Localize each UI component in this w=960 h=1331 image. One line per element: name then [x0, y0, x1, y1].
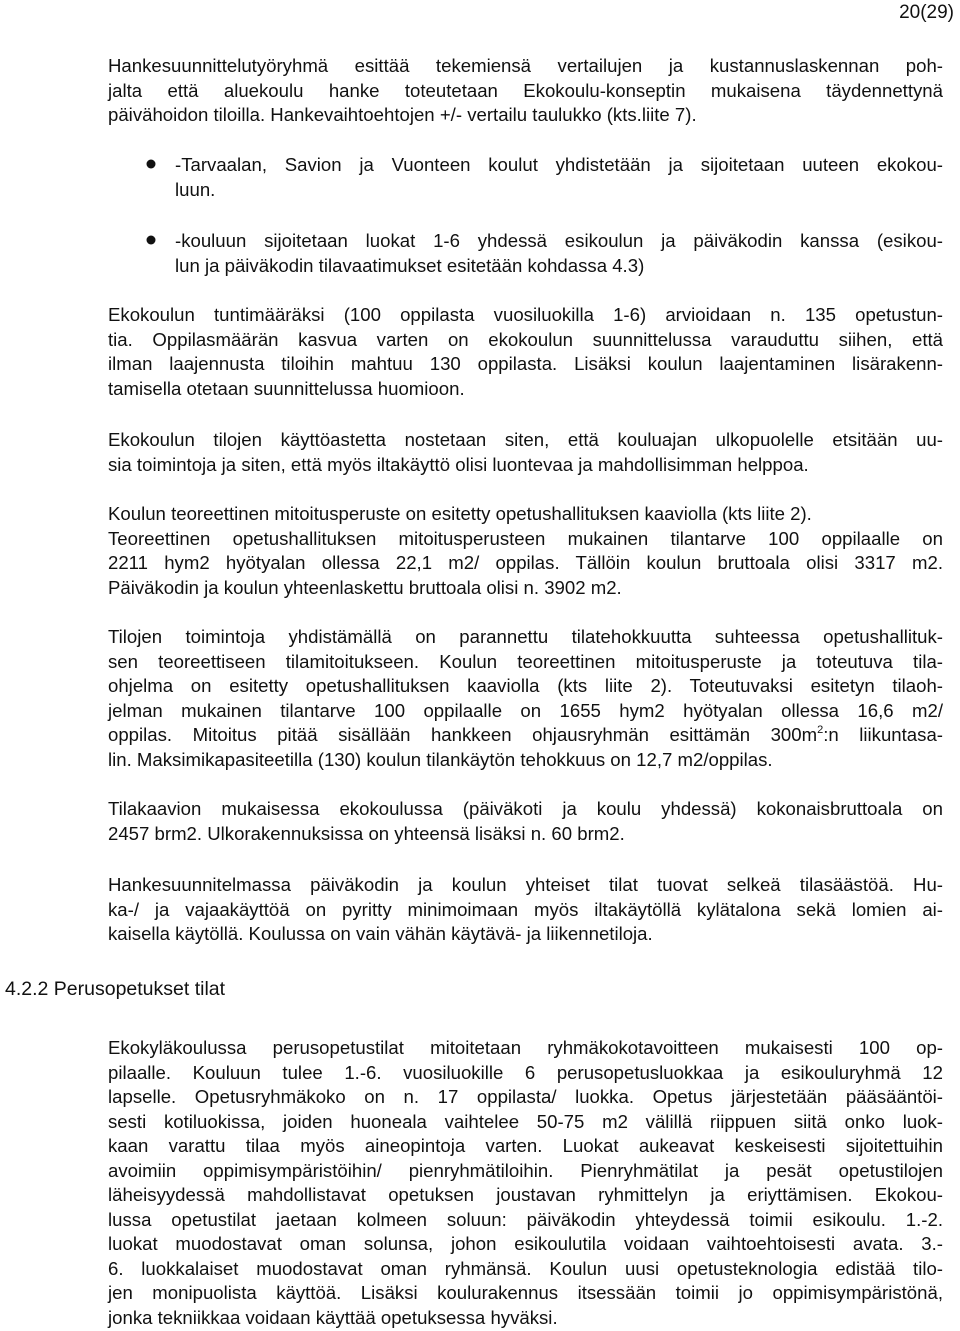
tilakaavio-paragraph — [108, 797, 943, 846]
text-line: tia. Oppilasmäärän kasvua varten on ekokoulun suunnittelussa varauduttu siihen, että — [108, 328, 943, 350]
text-line: lun ja päiväkodin tilavaatimukset esitetään kohdassa 4.3) — [175, 254, 645, 276]
text-line: jalta että aluekoulu hanke toteutetaan Ekokoulu-konseptin mukaisena täydennettynä — [108, 79, 943, 101]
bullet-item — [175, 229, 943, 278]
tuntimaara-paragraph — [108, 303, 943, 401]
text-line: Ekokoulun tilojen käyttöastetta nostetaan siten, että kouluajan ulkopuolelle etsitään uu- — [108, 429, 943, 450]
bullet-icon — [145, 234, 157, 246]
intro-paragraph — [108, 54, 943, 128]
text-line: Ekokoulun tuntimääräksi (100 oppilasta vuosiluokilla 1-6) arvioidaan n. 135 opetustun- — [108, 304, 943, 325]
text-line: sen teoreettiseen tilamitoitukseen. Koulun teoreettinen mitoitusperuste ja toteutuva tila- — [108, 650, 943, 672]
text-segment: :n liikuntasa- — [823, 724, 943, 745]
text-line: pilaalle. Kouluun tulee 1.-6. vuosiluokille 6 perusopetusluokkaa ja esikouluryhmä 12 — [108, 1061, 943, 1083]
bullet-icon — [145, 158, 157, 170]
text-line: ka-/ ja vajaakäyttöä on pyritty minimoimaan myös iltakäytöllä kylätalona sekä lomien ai- — [108, 898, 943, 920]
text-line: sia toimintoja ja siten, että myös iltakäyttö olisi luontevaa ja mahdollisimman helppoa. — [108, 453, 809, 475]
text-line: läheisyydessä mahdollistavat opetuksen joustavan ryhmittelyn ja eriyttämisen. Ekokou- — [108, 1184, 943, 1205]
text-line — [108, 723, 943, 748]
text-segment: oppilas. Mitoitus pitää sisällään hankkeen ohjausryhmän esittämän 300m — [108, 724, 818, 745]
text-line: 6. luokkalaiset muodostavat oman ryhmänsä. Koulun uusi opetusteknologia edistää tilo- — [108, 1257, 943, 1279]
text-line: Ekokyläkoulussa perusopetustilat mitoitetaan ryhmäkokotavoitteen mukaisesti 100 op- — [108, 1037, 943, 1058]
text-line: 2211 hym2 hyötyalan ollessa 22,1 m2/ oppilas. Tällöin koulun bruttoala olisi 3317 m2. — [108, 552, 943, 573]
page-number: 20(29) — [899, 2, 954, 23]
text-line: Päiväkodin ja koulun yhteenlaskettu bruttoala olisi n. 3902 m2. — [108, 576, 622, 598]
text-line: jelman mukainen tilantarve 100 oppilaalle on 1655 hym2 hyötyalan ollessa 16,6 m2/ — [108, 699, 943, 721]
text-line: luokat muodostavat oman solunsa, johon esikoulutila voidaan vaihtoehtoisesti avata. 3.- — [108, 1233, 943, 1254]
text-line: Hankesuunnittelutyöryhmä esittää tekemiensä vertailujen ja kustannuslaskennan poh- — [108, 55, 943, 76]
text-line: Koulun teoreettinen mitoitusperuste on esitetty opetushallituksen kaaviolla (kts liite 2). — [108, 503, 812, 524]
text-line: Hankesuunnitelmassa päiväkodin ja koulun yhteiset tilat tuovat selkeä tilasäästöä. Hu- — [108, 874, 943, 895]
mitoitus-paragraph — [108, 502, 943, 600]
text-line: jonka tekniikkaa voidaan käyttää opetuksessa hyväksi. — [108, 1306, 558, 1328]
text-line: kaan varattu tilaa myös aineopintoja varten. Luokat aukeavat keskeisesti sijoitettuihin — [108, 1135, 943, 1156]
text-line: tamisella otetaan suunnittelussa huomioon. — [108, 377, 465, 399]
text-line: lin. Maksimikapasiteetilla (130) koulun tilankäytön tehokkuus on 12,7 m2/oppilas. — [108, 748, 773, 770]
text-line: -kouluun sijoitetaan luokat 1-6 yhdessä esikoulun ja päiväkodin kanssa (esikou- — [175, 230, 943, 251]
hankesuunnitelma-paragraph — [108, 873, 943, 947]
text-line: lussa opetustilat jaetaan kolmeen soluun: päiväkodin yhteydessä toimii esikoulu. 1.-2. — [108, 1208, 943, 1230]
text-line: sesti kotiluokissa, joiden huoneala vaihtelee 50-75 m2 välillä riippuen siitä onko luok- — [108, 1110, 943, 1132]
text-line: 2457 brm2. Ulkorakennuksissa on yhteensä lisäksi n. 60 brm2. — [108, 822, 625, 844]
yhdistamalla-paragraph — [108, 625, 943, 772]
text-line: ilman laajennusta tiloihin mahtuu 130 oppilasta. Lisäksi koulun laajentaminen lisärakenn- — [108, 353, 943, 374]
text-line: Tilakaavion mukaisessa ekokoulussa (päiväkoti ja koulu yhdessä) kokonaisbruttoala on — [108, 798, 943, 819]
perusopetus-paragraph — [108, 1036, 943, 1330]
text-line: luun. — [175, 178, 216, 200]
text-line: Teoreettinen opetushallituksen mitoitusperusteen mukainen tilantarve 100 oppilaalle on — [108, 527, 943, 549]
superscript: 2 — [817, 723, 824, 736]
text-line: ohjelma on esitetty opetushallituksen kaaviolla (kts liite 2). Toteutuvaksi esitetyn tilaoh- — [108, 675, 943, 696]
text-line: päivähoidon tiloilla. Hankevaihtoehtojen +/- vertailu taulukko (kts.liite 7). — [108, 104, 697, 125]
text-line: avoimiin oppimisympäristöihin/ pienryhmätiloihin. Pienryhmätilat ja pesät opetustilojen — [108, 1159, 943, 1181]
kayttoaste-paragraph — [108, 428, 943, 477]
bullet-item — [175, 153, 943, 202]
text-line: Tilojen toimintoja yhdistämällä on parannettu tilatehokkuutta suhteessa opetushallituk- — [108, 626, 943, 647]
text-line: kaisella käytöllä. Koulussa on vain vähän käytävä- ja liikennetiloja. — [108, 923, 653, 944]
text-line: lapselle. Opetusryhmäkoko on n. 17 oppilasta/ luokka. Opetus järjestetään pääsääntöi- — [108, 1086, 943, 1107]
section-heading: 4.2.2 Perusopetukset tilat — [5, 978, 226, 1000]
text-line: -Tarvaalan, Savion ja Vuonteen koulut yhdistetään ja sijoitetaan uuteen ekokou- — [175, 154, 943, 175]
text-line: jen monipuolista käyttöä. Lisäksi koulurakennus itsessään toimii jo oppimisympäristönä, — [108, 1282, 943, 1303]
